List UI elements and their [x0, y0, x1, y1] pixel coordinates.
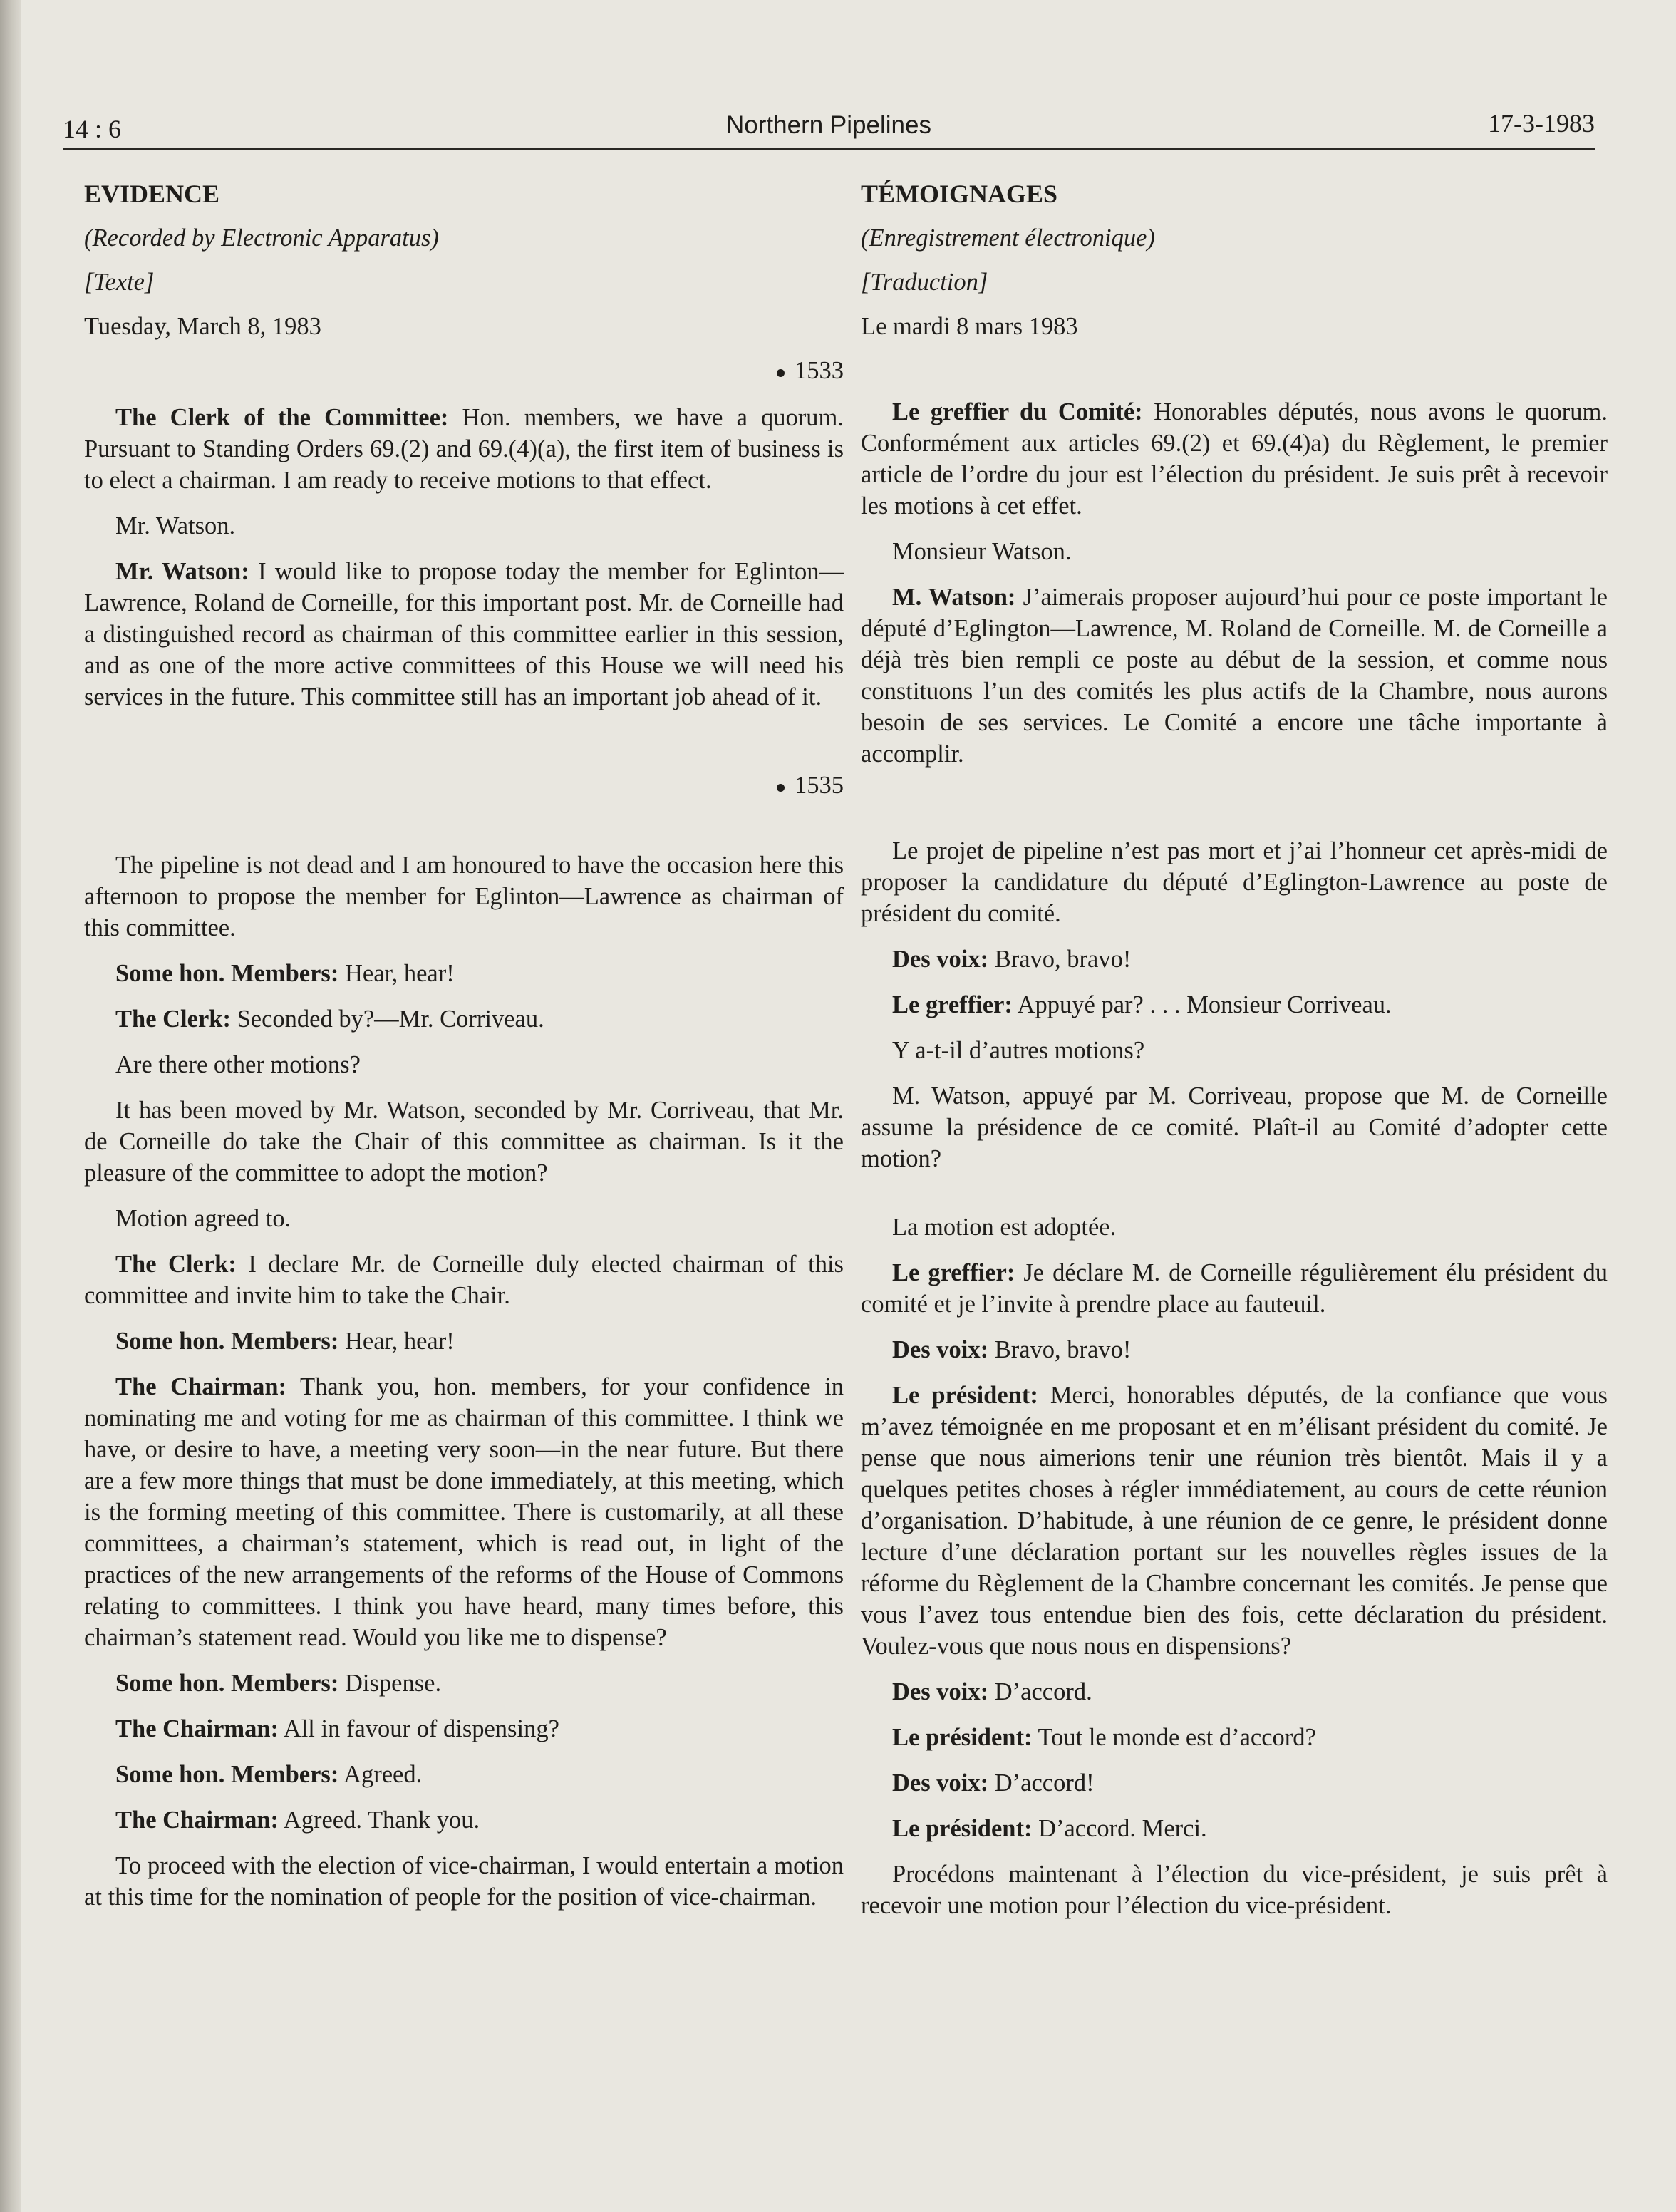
paragraph: Mr. Watson: I would like to propose today the member for Eglinton—Lawrence, Roland de Corneille, for this important post. Mr. de Corneille had a distinguished record as chairman of this committee earlier in this session, and as one of the more active committees of this House we will need his services in the future. This committee still has an important job ahead of it.: [84, 558, 844, 710]
paragraph: Le greffier du Comité: Honorables députés, nous avons le quorum. Conformément aux articles 69.(2) et 69.(4)a) du Règlement, le premier article de l’ordre du jour est l’élection du président. Je suis prêt à recevoir les motions à cet effet.: [861, 398, 1608, 520]
publication-title: Northern Pipelines: [726, 111, 931, 139]
paragraph: Motion agreed to.: [115, 1205, 291, 1232]
speaker-name: Le président:: [892, 1724, 1033, 1751]
paragraph: Some hon. Members: Agreed.: [115, 1761, 423, 1788]
speaker-name: Le greffier:: [892, 991, 1013, 1018]
time-marker: 1535: [84, 770, 844, 801]
paragraph: Mr. Watson.: [115, 512, 236, 539]
bullet-icon: [777, 784, 785, 792]
evidence-heading: EVIDENCE: [84, 180, 220, 208]
paragraph: The Chairman: Agreed. Thank you.: [115, 1807, 480, 1834]
speaker-name: Le président:: [892, 1382, 1038, 1409]
paragraph: Des voix: Bravo, bravo!: [892, 1336, 1132, 1363]
recording-note: (Enregistrement électronique): [861, 224, 1155, 252]
header-date: 17-3-1983: [1488, 109, 1595, 138]
speaker-name: Some hon. Members:: [115, 1328, 339, 1355]
speaker-name: Some hon. Members:: [115, 1761, 339, 1788]
paragraph: Procédons maintenant à l’élection du vice-président, je suis prêt à recevoir une motion pour l’élection du vice-président.: [861, 1861, 1608, 1919]
paragraph: Le projet de pipeline n’est pas mort et j’ai l’honneur cet après-midi de proposer la candidature du député d’Eglington-Lawrence au poste de président du comité.: [861, 837, 1608, 927]
session-date: Tuesday, March 8, 1983: [84, 313, 321, 340]
paragraph: Le président: Tout le monde est d’accord?: [892, 1724, 1316, 1751]
paragraph: Des voix: D’accord.: [892, 1678, 1092, 1705]
bullet-icon: [777, 369, 785, 377]
speaker-name: Le greffier du Comité:: [892, 398, 1143, 425]
french-column: [861, 178, 1608, 1936]
paragraph: The pipeline is not dead and I am honoured to have the occasion here this afternoon to propose the member for Eglinton—Lawrence as chairman of this committee.: [84, 852, 844, 941]
paragraph: M. Watson: J’aimerais proposer aujourd’hui pour ce poste important le député d’Eglington—Lawrence, M. Roland de Corneille. M. de Corneille a déjà très bien rempli ce poste au début de la session, et comme nous constituons l’un des comités les plus actifs de la Chambre, nous aurons besoin de ses services. Le Comité a encore une tâche importante à accomplir.: [861, 584, 1608, 768]
paragraph: Des voix: D’accord!: [892, 1769, 1095, 1797]
paragraph: Des voix: Bravo, bravo!: [892, 946, 1132, 973]
paragraph: Some hon. Members: Hear, hear!: [115, 960, 455, 987]
paragraph: Le président: D’accord. Merci.: [892, 1815, 1207, 1842]
speaker-name: Le président:: [892, 1815, 1033, 1842]
speaker-name: The Chairman:: [115, 1715, 279, 1742]
paragraph: The Clerk: Seconded by?—Mr. Corriveau.: [115, 1006, 544, 1033]
paragraph: Are there other motions?: [115, 1051, 361, 1078]
book-page-edge: [0, 0, 21, 2212]
speaker-name: The Clerk:: [115, 1006, 231, 1033]
paragraph: Some hon. Members: Dispense.: [115, 1670, 442, 1697]
speaker-name: The Chairman:: [115, 1373, 287, 1400]
english-column: [84, 178, 844, 1927]
speaker-name: Des voix:: [892, 1336, 989, 1363]
paragraph: M. Watson, appuyé par M. Corriveau, propose que M. de Corneille assume la présidence de ce comité. Plaît-il au Comité d’adopter cette motion?: [861, 1082, 1608, 1172]
paragraph: It has been moved by Mr. Watson, seconded by Mr. Corriveau, that Mr. de Corneille do take the Chair of this committee as chairman. Is it the pleasure of the committee to adopt the motion?: [84, 1097, 844, 1187]
speaker-name: The Clerk of the Committee:: [115, 404, 449, 431]
text-tag: [Texte]: [84, 269, 155, 296]
speaker-name: Some hon. Members:: [115, 1670, 339, 1697]
page-number: 14 : 6: [63, 115, 122, 143]
speaker-name: Mr. Watson:: [115, 558, 249, 585]
time-marker: 1533: [84, 355, 844, 386]
paragraph: Monsieur Watson.: [892, 538, 1072, 565]
paragraph: The Chairman: Thank you, hon. members, for your confidence in nominating me and voting for me as chairman of this committee. I think we have, or desire to have, a meeting very soon—in the near future. But there are a few more things that must be done immediately, at this meeting, which is the forming meeting of this committee. There is customarily, at all these committees, a chairman’s statement, which is read out, in light of the practices of the new arrangements of the reforms of the House of Commons relating to committees. I think you have heard, many times before, this chairman’s statement read. Would you like me to dispense?: [84, 1373, 844, 1651]
paragraph: Some hon. Members: Hear, hear!: [115, 1328, 455, 1355]
recording-note: (Recorded by Electronic Apparatus): [84, 224, 439, 252]
paragraph: Le greffier: Appuyé par? . . . Monsieur Corriveau.: [892, 991, 1392, 1018]
paragraph: Le président: Merci, honorables députés, de la confiance que vous m’avez témoignée en me proposant et en m’élisant président du comité. Je pense que nous aimerions tenir une réunion très bientôt. Mais il y a quelques petites choses à régler immédiatement, au cours de cette réunion d’organisation. D’habitude, à une réunion de ce genre, le président donne lecture d’une déclaration portant sur les nouvelles règles issues de la réforme du Règlement de la Chambre concernant les comités. Je pense que vous l’avez tous entendue bien des fois, cette déclaration du président. Voulez-vous que nous nous en dispensions?: [861, 1382, 1608, 1660]
paragraph: The Clerk of the Committee: Hon. members, we have a quorum. Pursuant to Standing Orders 69.(2) and 69.(4)(a), the first item of business is to elect a chairman. I am ready to receive motions to that effect.: [84, 404, 844, 494]
speaker-name: The Clerk:: [115, 1251, 237, 1278]
speaker-name: Des voix:: [892, 1678, 989, 1705]
speaker-name: Des voix:: [892, 946, 989, 973]
paragraph: La motion est adoptée.: [892, 1214, 1117, 1241]
paragraph: Y a-t-il d’autres motions?: [892, 1037, 1145, 1064]
text-tag: [Traduction]: [861, 269, 988, 296]
speaker-name: Le greffier:: [892, 1259, 1015, 1286]
running-header: [63, 107, 1595, 150]
paragraph: Le greffier: Je déclare M. de Corneille régulièrement élu président du comité et je l’invite à prendre place au fauteuil.: [861, 1259, 1608, 1318]
paragraph: To proceed with the election of vice-chairman, I would entertain a motion at this time for the nomination of people for the position of vice-chairman.: [84, 1852, 844, 1911]
speaker-name: Des voix:: [892, 1769, 989, 1797]
session-date: Le mardi 8 mars 1983: [861, 313, 1078, 340]
speaker-name: Some hon. Members:: [115, 960, 339, 987]
speaker-name: The Chairman:: [115, 1807, 279, 1834]
temoignages-heading: TÉMOIGNAGES: [861, 180, 1058, 208]
paragraph: The Chairman: All in favour of dispensing?: [115, 1715, 559, 1742]
paragraph: The Clerk: I declare Mr. de Corneille duly elected chairman of this committee and invite him to take the Chair.: [84, 1251, 844, 1309]
speaker-name: M. Watson:: [892, 584, 1016, 611]
